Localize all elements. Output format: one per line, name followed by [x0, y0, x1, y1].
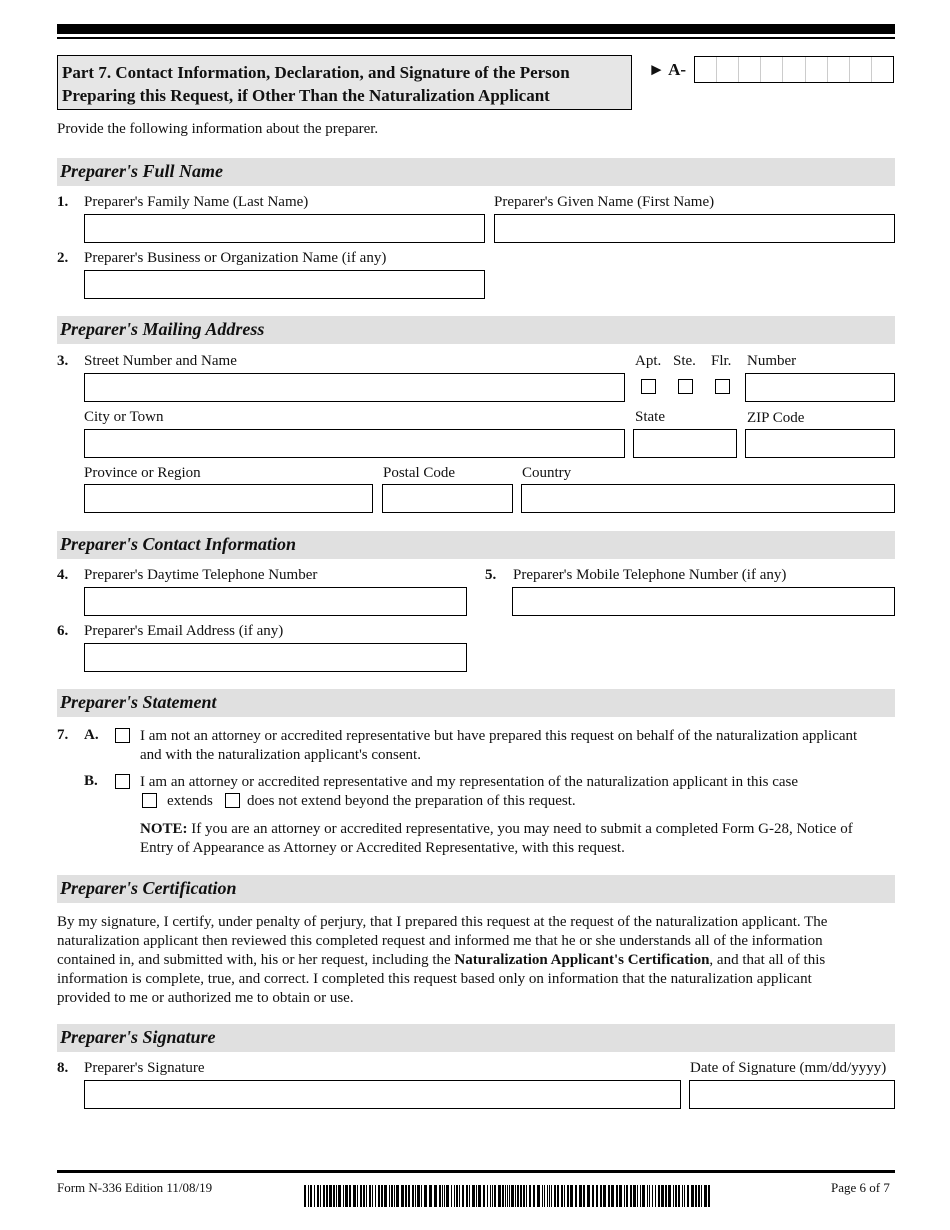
state-field[interactable]	[633, 429, 737, 458]
street-label: Street Number and Name	[84, 353, 237, 369]
date-label: Date of Signature (mm/dd/yyyy)	[690, 1060, 887, 1076]
country-label: Country	[522, 465, 572, 481]
option-a-text-line2: and with the naturalization applicant's consent.	[140, 747, 421, 763]
business-name-field[interactable]	[84, 270, 485, 299]
flr-label: Flr.	[711, 353, 732, 369]
item-number-3: 3.	[57, 353, 69, 369]
option-a-text-line1: I am not an attorney or accredited representative but have prepared this request on behalf of the naturalization applicant	[140, 728, 858, 744]
family-name-label: Preparer's Family Name (Last Name)	[84, 194, 309, 210]
ste-label: Ste.	[673, 353, 696, 369]
daytime-phone-label: Preparer's Daytime Telephone Number	[84, 567, 318, 583]
province-field[interactable]	[84, 484, 373, 513]
street-field[interactable]	[84, 373, 625, 402]
part-title-line1: Part 7. Contact Information, Declaration, and Signature of the Person	[62, 63, 570, 82]
certification-line5: provided to me or authorized me to obtain or use.	[57, 990, 354, 1006]
certification-line4: information is complete, true, and correct. I completed this request based only on information that the naturalization applicant	[57, 971, 812, 987]
top-rule-thin	[57, 37, 895, 39]
zip-field[interactable]	[745, 429, 895, 458]
item-number-4: 4.	[57, 567, 69, 583]
note-label: NOTE:	[140, 821, 188, 837]
a-number-field[interactable]	[694, 56, 894, 83]
section-contact-info: Preparer's Contact Information	[57, 531, 895, 559]
certification-line1: By my signature, I certify, under penalty of perjury, that I prepared this request at the request of the naturalization applicant. The	[57, 914, 828, 930]
signature-label: Preparer's Signature	[84, 1060, 205, 1076]
flr-checkbox[interactable]	[715, 379, 730, 394]
item-number-5: 5.	[485, 567, 497, 583]
form-edition: Form N-336 Edition 11/08/19	[57, 1180, 213, 1195]
option-a-text	[140, 727, 857, 765]
a-number-label: ► A-	[648, 60, 687, 79]
option-a-checkbox[interactable]	[115, 728, 130, 743]
state-label: State	[635, 409, 665, 425]
does-not-extend-checkbox[interactable]	[225, 793, 240, 808]
postal-field[interactable]	[382, 484, 513, 513]
certification-line3c: , and that all of this	[709, 952, 826, 968]
item-number-8: 8.	[57, 1060, 69, 1076]
top-rule	[57, 24, 895, 34]
section-statement: Preparer's Statement	[57, 689, 895, 717]
note-line1: If you are an attorney or accredited representative, you may need to submit a completed Form G-28, Notice of	[187, 821, 853, 837]
barcode-image	[304, 1185, 712, 1207]
section-mailing-address: Preparer's Mailing Address	[57, 316, 895, 344]
does-not-extend-label: does not extend beyond the preparation of this request.	[247, 793, 576, 809]
zip-label: ZIP Code	[747, 410, 805, 426]
province-label: Province or Region	[84, 465, 201, 481]
section-certification: Preparer's Certification	[57, 875, 895, 903]
date-field[interactable]	[689, 1080, 895, 1109]
mobile-phone-label: Preparer's Mobile Telephone Number (if any)	[513, 567, 787, 583]
business-name-label: Preparer's Business or Organization Name (if any)	[84, 250, 387, 266]
apt-checkbox[interactable]	[641, 379, 656, 394]
country-field[interactable]	[521, 484, 895, 513]
option-b-text-line1: I am an attorney or accredited representative and my representation of the naturalization applicant in this case	[140, 774, 799, 790]
number-label: Number	[747, 353, 797, 369]
postal-label: Postal Code	[383, 465, 456, 481]
ste-checkbox[interactable]	[678, 379, 693, 394]
extends-checkbox[interactable]	[142, 793, 157, 808]
certification-text	[57, 913, 895, 1008]
given-name-field[interactable]	[494, 214, 895, 243]
note-line2: Entry of Appearance as Attorney or Accredited Representative, with this request.	[140, 840, 625, 856]
extends-label: extends	[167, 793, 213, 809]
option-b-label: B.	[84, 773, 98, 789]
part-title-box	[57, 55, 632, 110]
intro-text: Provide the following information about the preparer.	[57, 121, 379, 137]
part-title-line2: Preparing this Request, if Other Than the Naturalization Applicant	[62, 86, 550, 105]
city-label: City or Town	[84, 409, 164, 425]
page-number: Page 6 of 7	[831, 1180, 890, 1195]
certification-line2: naturalization applicant then reviewed this completed request and informed me that he or she understands all of the information	[57, 933, 823, 949]
item-number-6: 6.	[57, 623, 69, 639]
option-b-checkbox[interactable]	[115, 774, 130, 789]
option-a-label: A.	[84, 727, 99, 743]
item-number-7: 7.	[57, 727, 69, 743]
email-field[interactable]	[84, 643, 467, 672]
mobile-phone-field[interactable]	[512, 587, 895, 616]
certification-line3a: contained in, and submitted with, his or her request, including the	[57, 952, 455, 968]
family-name-field[interactable]	[84, 214, 485, 243]
given-name-label: Preparer's Given Name (First Name)	[494, 194, 715, 210]
unit-number-field[interactable]	[745, 373, 895, 402]
note-text	[140, 820, 853, 858]
item-number-2: 2.	[57, 250, 69, 266]
footer-rule	[57, 1170, 895, 1173]
city-field[interactable]	[84, 429, 625, 458]
daytime-phone-field[interactable]	[84, 587, 467, 616]
section-full-name: Preparer's Full Name	[57, 158, 895, 186]
section-signature: Preparer's Signature	[57, 1024, 895, 1052]
apt-label: Apt.	[635, 353, 662, 369]
item-number-1: 1.	[57, 194, 69, 210]
email-label: Preparer's Email Address (if any)	[84, 623, 284, 639]
signature-field[interactable]	[84, 1080, 681, 1109]
certification-line3b: Naturalization Applicant's Certification	[454, 952, 710, 968]
